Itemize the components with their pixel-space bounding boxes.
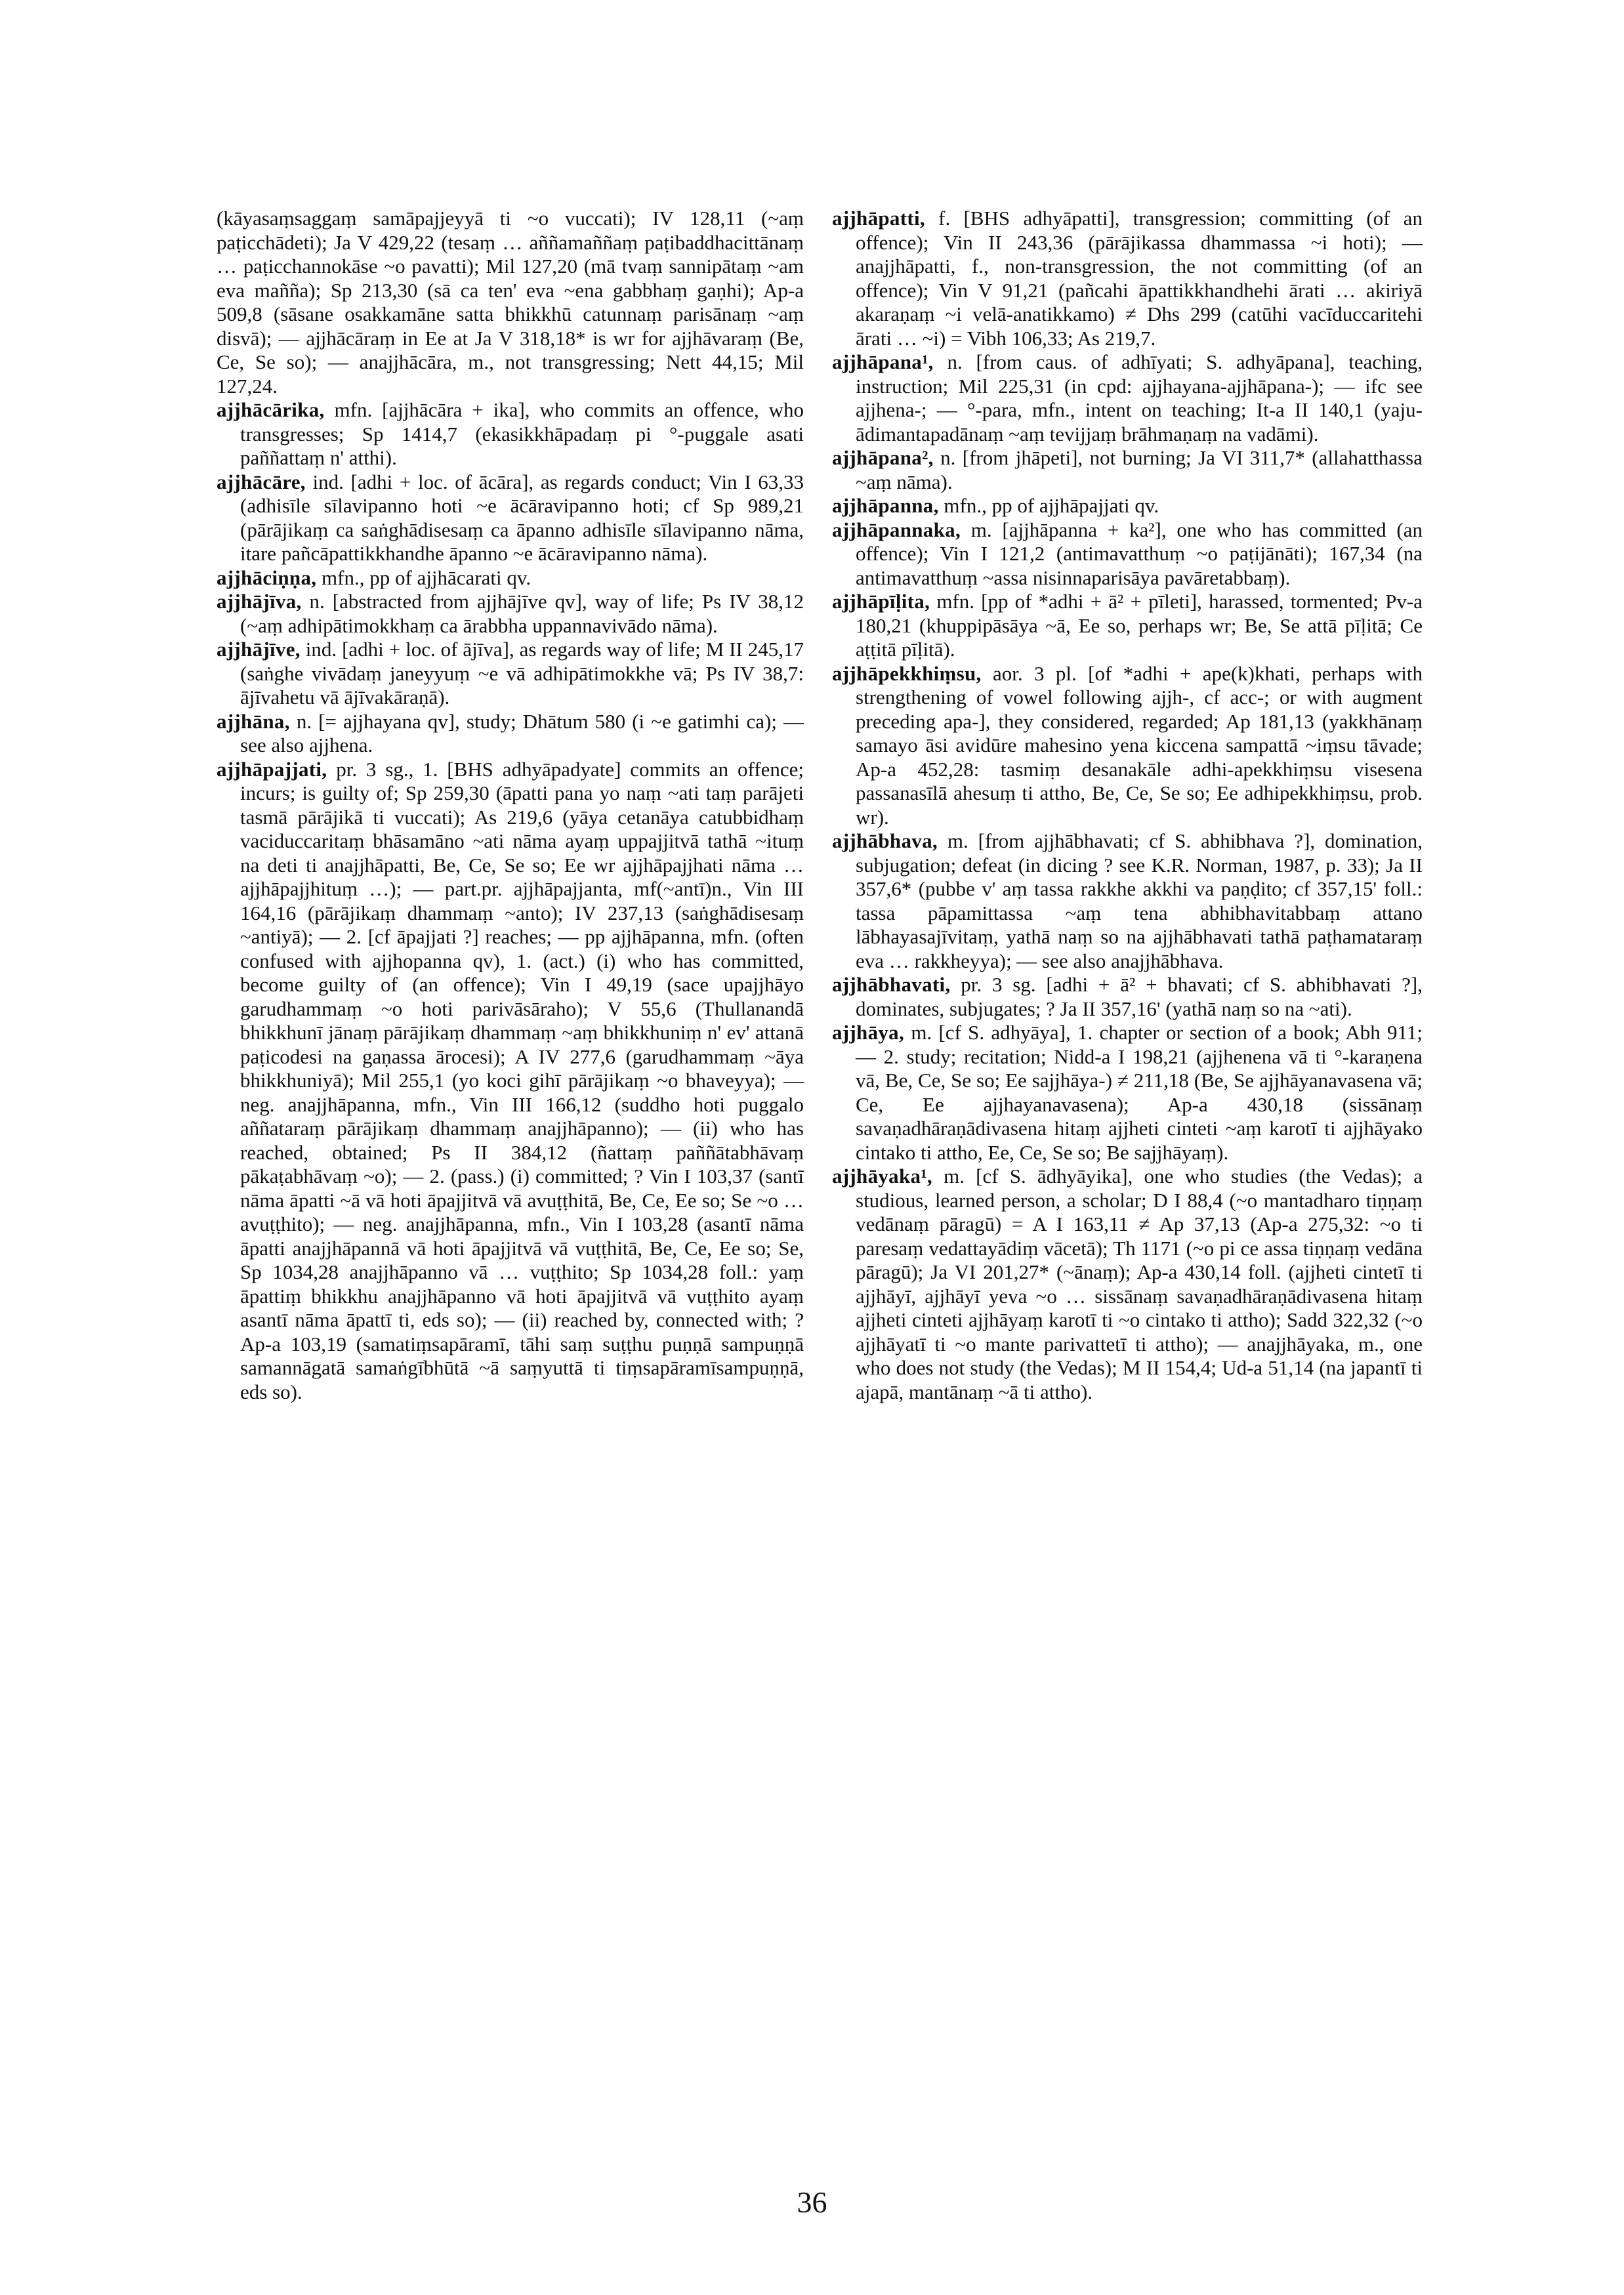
entry-body: pr. 3 sg. [adhi + ā² + bhavati; cf S. abhibhavati ?], dominates, subjugates; ? Ja II 357,16' (yathā naṃ so na ~ati). (856, 973, 1423, 1020)
entry-headword: ajjhāpana², (832, 446, 934, 469)
dictionary-entry (217, 758, 804, 1405)
entry-body: m. [from ajjhābhavati; cf S. abhibhava ?], domination, subjugation; defeat (in dicing ? see K.R. Norman, 1987, p. 33); Ja II 357,6* (pubbe v' aṃ tassa rakkhe akkhi va paṇḍito; cf 357,15' foll.: tassa pāpamittassa ~aṃ tena abhibhavitabbaṃ attano lābhayasajīvitaṃ, yathā naṃ so na ajjhābhavati tathā paṭhamataraṃ eva … rakkheyya); — see also anajjhābhava. (856, 829, 1423, 972)
dictionary-entry (832, 829, 1423, 973)
entry-headword: ajjhājīva, (217, 590, 302, 613)
dictionary-entry (832, 518, 1423, 590)
entry-headword: ajjhāpekkhiṃsu, (832, 661, 982, 685)
dictionary-entry (832, 973, 1423, 1021)
dictionary-entry (217, 590, 804, 638)
entry-body: n. [= ajjhayana qv], study; Dhātum 580 (i ~e gatimhi ca); — see also ajjhena. (240, 709, 804, 756)
entry-body: m. [ajjhāpanna + ka²], one who has committed (an offence); Vin I 121,2 (antimavatthuṃ ~o paṭijānāti); 167,34 (na antimavatthuṃ ~assa nisinnaparisāya pavāretabbaṃ). (856, 518, 1423, 589)
entry-headword: ajjhābhava, (832, 829, 938, 852)
entry-body: aor. 3 pl. [of *adhi + ape(k)khati, perhaps with strengthening of vowel following ajjh-, cf acc-; or with augment preceding apa-], they considered, regarded; Ap 181,13 (yakkhānaṃ samayo āsi avidūre mahesino yena kiccena sampattā ~iṃsu tāvade; Ap-a 452,28: tasmiṃ desanakāle adhi-apekkhiṃsu visesena passanasīlā ahesuṃ ti attho, Be, Ce, Se so; Ee adhipekkhiṃsu, prob. wr). (856, 661, 1423, 829)
dictionary-entry (832, 446, 1423, 494)
entry-body: mfn., pp of ajjhācarati qv. (322, 566, 531, 589)
entry-body: f. [BHS adhyāpatti], transgression; committing (of an offence); Vin II 243,36 (pārājikassa dhammassa ~i hoti); — anajjhāpatti, f., non-transgression, the not committing (of an offence); Vin V 91,21 (pañcahi āpattikkhandhehi ārati … akiriyā akaraṇaṃ ~i velā-anatikkamo) ≠ Dhs 299 (catūhi vacīduccaritehi ārati … ~i) = Vibh 106,33; As 219,7. (856, 207, 1423, 350)
dictionary-entry (217, 710, 804, 758)
entry-headword: ajjhāya, (832, 1021, 905, 1044)
entry-body: ind. [adhi + loc. of ācāra], as regards conduct; Vin I 63,33 (adhisīle sīlavipanno hoti ~e ācāravipanno hoti; cf Sp 989,21 (pārājikaṃ ca saṅghādisesaṃ ca āpanno adhisīle sīlavipanno nāma, itare pañcāpattikkhandhe āpanno ~e ācāravipanno nāma). (240, 470, 804, 565)
dictionary-entry (217, 398, 804, 470)
dictionary-entry (832, 350, 1423, 446)
entry-headword: ajjhāyaka¹, (832, 1165, 932, 1188)
entry-headword: ajjhāpana¹, (832, 350, 934, 373)
page-number: 36 (797, 2185, 827, 2219)
entry-headword: ajjhācāre, (217, 470, 306, 493)
right-column (832, 207, 1423, 1404)
dictionary-entry (832, 207, 1423, 350)
entry-body: pr. 3 sg., 1. [BHS adhyāpadyate] commits an offence; incurs; is guilty of; Sp 259,30 (āpatti pana yo naṃ ~ati taṃ parājeti tasmā pārājikā ti vuccati); As 219,6 (yāya cetanāya catubbidhaṃ vaciduccaritaṃ bhāsamāno ~ati nāma ayaṃ uppajjitvā tathā ~ituṃ na deti ti anajjhāpatti, Be, Ce, Se so; Ee wr ajjhāpajjhati nāma … ajjhāpajjhituṃ …); — part.pr. ajjhāpajjanta, mf(~antī)n., Vin III 164,16 (pārājikaṃ dhammaṃ ~anto); IV 237,13 (saṅghādisesaṃ ~antiyā); — 2. [cf āpajjati ?] reaches; — pp ajjhāpanna, mfn. (often confused with ajjhopanna qv), 1. (act.) (i) who has committed, become guilty of (an offence); Vin I 49,19 (sace upajjhāyo garudhammaṃ ~o hoti parivāsāraho); V 55,6 (Thullanandā bhikkhunī jānaṃ pārājikaṃ dhammaṃ ~aṃ bhikkhuniṃ n' ev' attanā paṭicodesi na gaṇassa ārocesi); A IV 277,6 (garudhammaṃ ~āya bhikkhuniyā); Mil 255,1 (yo koci gihī pārājikaṃ ~o bhaveyya); — neg. anajjhāpanna, mfn., Vin III 166,12 (suddho hoti puggalo aññataraṃ pārājikaṃ dhammaṃ anajjhāpanno); — (ii) who has reached, obtained; Ps II 384,12 (ñattaṃ paññātabhāvaṃ pākaṭabhāvaṃ ~o); — 2. (pass.) (i) committed; ? Vin I 103,37 (santī nāma āpatti ~ā vā hoti āpajjitvā vā avuṭṭhitā, Be, Ce, Ee so; Se ~o … avuṭṭhito); — neg. anajjhāpanna, mfn., Vin I 103,28 (asantī nāma āpatti anajjhāpannā vā hoti āpajjitvā vā vuṭṭhitā, Be, Ce, Ee so; Se, Sp 1034,28 anajjhāpanno vā … vuṭṭhito; Sp 1034,28 foll.: yaṃ āpattiṃ bhikkhu anajjhāpanno vā hoti āpajjitvā vā vuṭṭhito ayaṃ asantī nāma āpattī ti, eds so); — (ii) reached by, connected with; ? Ap-a 103,19 (samatiṃsapāramī, tāhi saṃ suṭṭhu puṇṇā sampuṇṇā samannāgatā samaṅgībhūtā ~ā saṃyuttā ti tiṃsapāramīsampuṇṇā, eds so). (240, 757, 804, 1403)
dictionary-entry (217, 566, 804, 590)
entry-headword: ajjhāpīḷita, (832, 590, 930, 613)
entry-body: mfn. [pp of *adhi + ā² + pīleti], harassed, tormented; Pv-a 180,21 (khuppipāsāya ~ā, Ee so, perhaps wr; Be, Se attā pīḷitā; Ce aṭṭitā pīḷitā). (856, 590, 1423, 661)
entry-headword: ajjhājīve, (217, 638, 301, 661)
dictionary-entry (832, 662, 1423, 830)
dictionary-entry (832, 590, 1423, 662)
entry-body: n. [from caus. of adhīyati; S. adhyāpana], teaching, instruction; Mil 225,31 (in cpd: ajjhayana-ajjhāpana-); — ifc see ajjhena-; — °-para, mfn., intent on teaching; It-a II 140,1 (yaju-ādimantapadānaṃ ~aṃ tevijjaṃ brāhmaṇaṃ na vadāmi). (856, 350, 1423, 445)
entry-headword: ajjhāpanna, (832, 494, 939, 517)
entry-body: mfn., pp of ajjhāpajjati qv. (944, 494, 1159, 517)
dictionary-entry (832, 494, 1423, 518)
entry-headword: ajjhāciṇṇa, (217, 566, 317, 589)
entry-headword: ajjhābhavati, (832, 973, 951, 996)
left-column (217, 207, 804, 1404)
entry-body: n. [abstracted from ajjhājīve qv], way of life; Ps IV 38,12 (~aṃ adhipātimokkhaṃ ca ārabbha uppannavivādo nāma). (240, 590, 804, 637)
entry-headword: ajjhāpajjati, (217, 757, 327, 781)
entry-headword: ajjhācārika, (217, 398, 325, 421)
dictionary-entry (217, 638, 804, 710)
dictionary-entry (832, 1021, 1423, 1165)
entry-headword: ajjhāpatti, (832, 207, 925, 230)
entry-body: n. [from jhāpeti], not burning; Ja VI 311,7* (allahatthassa ~aṃ nāma). (856, 446, 1423, 493)
dictionary-entry (832, 1165, 1423, 1404)
entry-body: m. [cf S. ādhyāyika], one who studies (the Vedas); a studious, learned person, a scholar; D I 88,4 (~o mantadharo tiṇṇaṃ vedānaṃ pāragū) = A I 163,11 ≠ Ap 37,13 (Ap-a 275,32: ~o ti paresaṃ vedattayādiṃ vācetā); Th 1171 (~o pi ce assa tiṇṇaṃ vedāna pāragū); Ja VI 201,27* (~ānaṃ); Ap-a 430,14 foll. (ajjheti cintetī ti ajjhāyī, ajjhāyī yeva ~o … sissānaṃ savaṇadhāraṇādivasena hitaṃ ajjheti cinteti ajjhāyaṃ karotī ti ~o cintako ti attho); Sadd 322,32 (~o ajjhāyatī ti ~o mante parivattetī ti attho); — anajjhāyaka, m., one who does not study (the Vedas); M II 154,4; Ud-a 51,14 (na japantī ti ajapā, mantānaṃ ~ā ti attho). (856, 1165, 1423, 1403)
dictionary-entry (217, 470, 804, 566)
entry-body: ind. [adhi + loc. of ājīva], as regards way of life; M II 245,17 (saṅghe vivādaṃ janeyyuṃ ~e vā adhipātimokkhe vā; Ps IV 38,7: ājīvahetu vā ājīvakāraṇā). (240, 638, 804, 709)
entry-headword: ajjhāpannaka, (832, 518, 961, 541)
entry-body: m. [cf S. adhyāya], 1. chapter or section of a book; Abh 911; — 2. study; recitation; Nidd-a I 198,21 (ajjhenena vā ti °-karaṇena vā, Be, Ce, Se so; Ee sajjhāya-) ≠ 211,18 (Be, Se ajjhāyanavasena vā; Ce, Ee ajjhayanavasena); Ap-a 430,18 (sissānaṃ savaṇadhāraṇādivasena hitaṃ ajjheti cinteti ~aṃ karotī ti ajjhāyako cintako ti attho, Ee, Ce, Se so; Be sajjhāyaṃ). (856, 1021, 1423, 1164)
entry-body: mfn. [ajjhācāra + ika], who commits an offence, who transgresses; Sp 1414,7 (ekasikkhāpadaṃ pi °-puggale asati paññattaṃ n' atthi). (240, 398, 804, 469)
entry-continuation: (kāyasaṃsaggaṃ samāpajjeyyā ti ~o vuccati); IV 128,11 (~aṃ paṭicchādeti); Ja V 429,22 (tesaṃ … aññamaññaṃ paṭibaddhacittānaṃ … paṭicchannokāse ~o pavatti); Mil 127,20 (mā tvaṃ sannipātaṃ ~am eva mañña); Sp 213,30 (sā ca ten' eva ~ena gabbhaṃ gaṇhi); Ap-a 509,8 (sāsane osakkamāne satta bhikkhū catunnaṃ parisānaṃ ~aṃ disvā); — ajjhācāraṃ in Ee at Ja V 318,18* is wr for ajjhāvaraṃ (Be, Ce, Se so); — anajjhācāra, m., not transgressing; Nett 44,15; Mil 127,24. (217, 207, 804, 398)
entry-headword: ajjhāna, (217, 709, 290, 733)
